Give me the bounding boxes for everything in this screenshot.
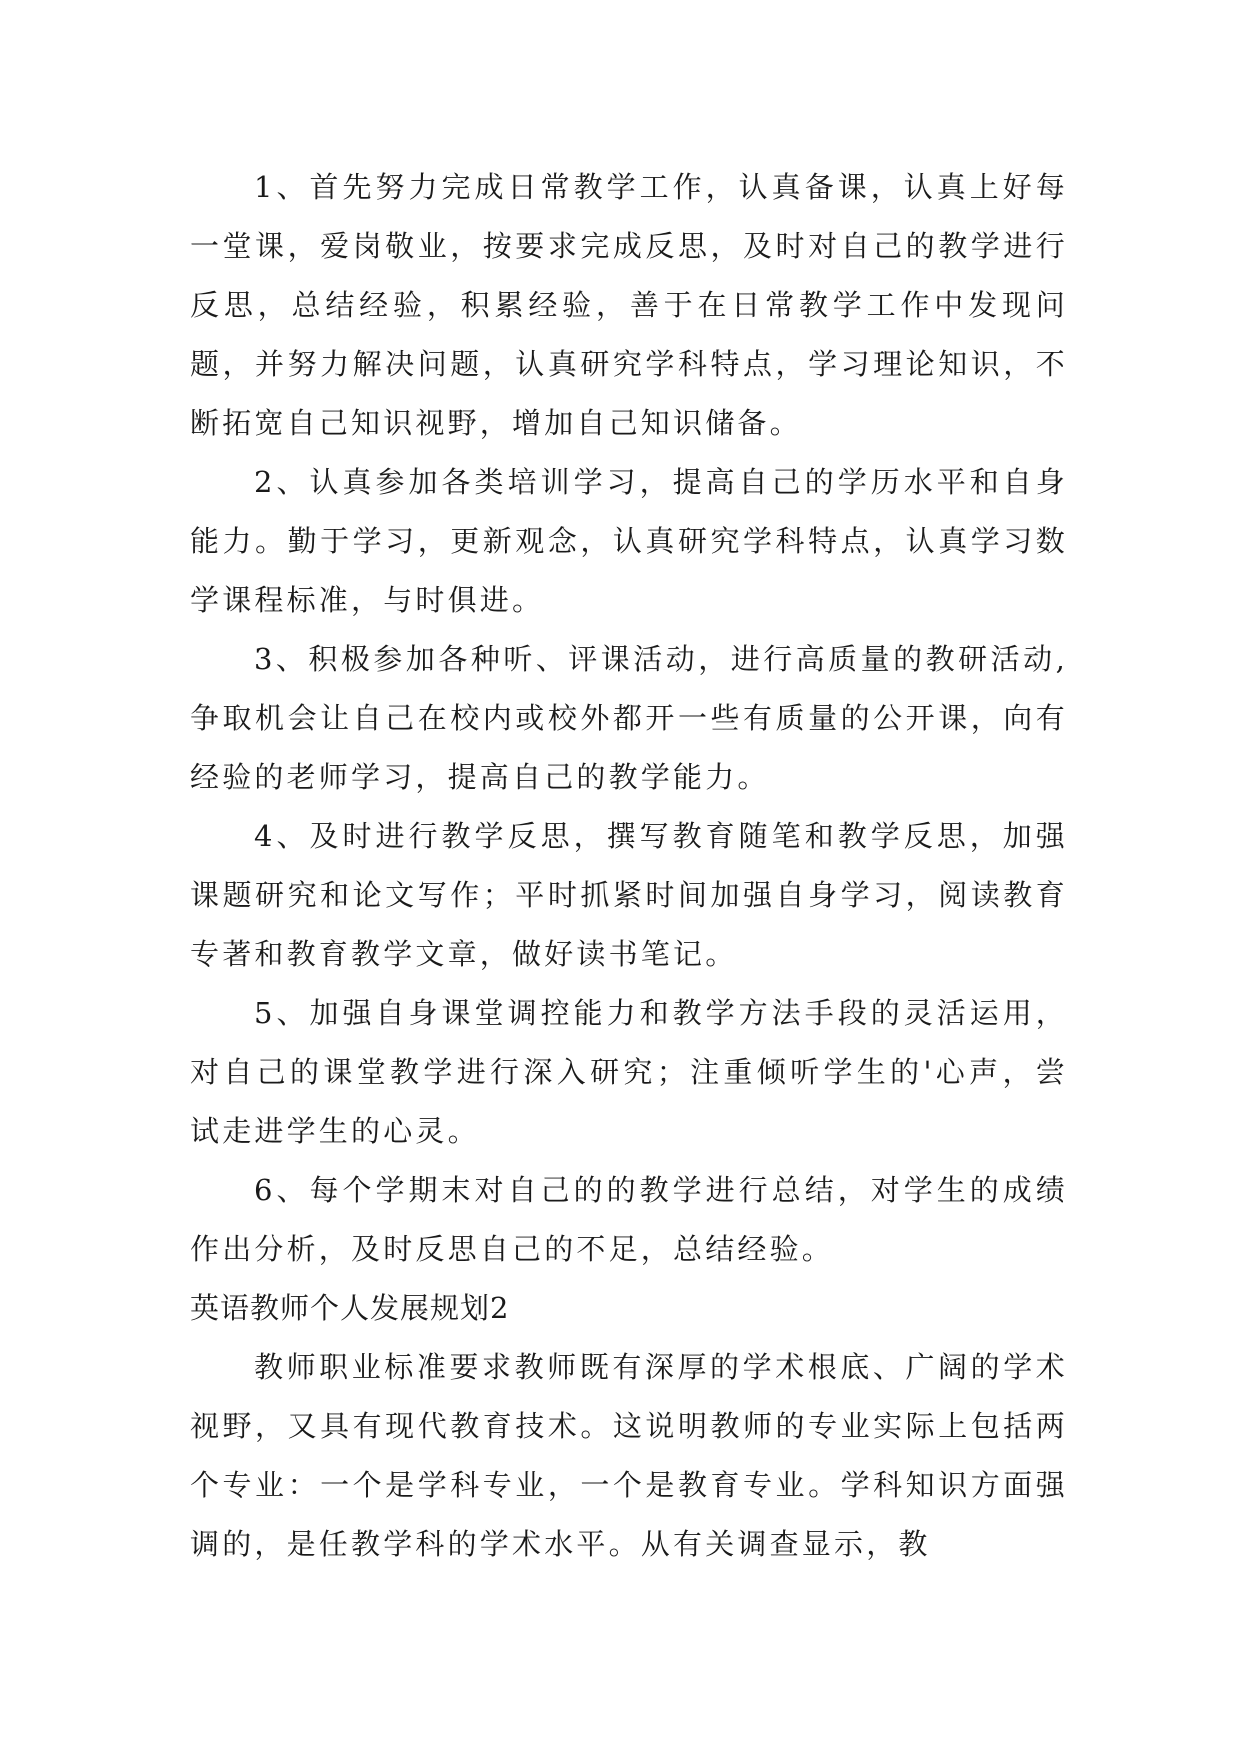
paragraph-5: 5、加强自身课堂调控能力和教学方法手段的灵活运用，对自己的课堂教学进行深入研究；注重倾听学生的'心声，尝试走进学生的心灵。	[190, 996, 1068, 1148]
paragraph-2: 2、认真参加各类培训学习，提高自己的学历水平和自身能力。勤于学习，更新观念，认真研究学科特点，认真学习数学课程标准，与时俱进。	[190, 465, 1068, 617]
section-heading: 英语教师个人发展规划2	[190, 1291, 510, 1325]
paragraph-1: 1、首先努力完成日常教学工作，认真备课，认真上好每一堂课，爱岗敬业，按要求完成反思，及时对自己的教学进行反思，总结经验，积累经验，善于在日常教学工作中发现问题，并努力解决问题，认真研究学科特点，学习理论知识，不断拓宽自己知识视野，增加自己知识储备。	[190, 170, 1068, 440]
section-paragraph: 教师职业标准要求教师既有深厚的学术根底、广阔的学术视野，又具有现代教育技术。这说明教师的专业实际上包括两个专业：一个是学科专业，一个是教育专业。学科知识方面强调的，是任教学科的学术水平。从有关调查显示，教	[190, 1350, 1068, 1561]
paragraph-4: 4、及时进行教学反思，撰写教育随笔和教学反思，加强课题研究和论文写作；平时抓紧时间加强自身学习，阅读教育专著和教育教学文章，做好读书笔记。	[190, 819, 1068, 971]
paragraph-6: 6、每个学期末对自己的的教学进行总结，对学生的成绩作出分析，及时反思自己的不足，总结经验。	[190, 1173, 1068, 1266]
document-body	[190, 158, 1068, 1574]
paragraph-3: 3、积极参加各种听、评课活动，进行高质量的教研活动,争取机会让自己在校内或校外都开一些有质量的公开课，向有经验的老师学习，提高自己的教学能力。	[190, 642, 1068, 794]
